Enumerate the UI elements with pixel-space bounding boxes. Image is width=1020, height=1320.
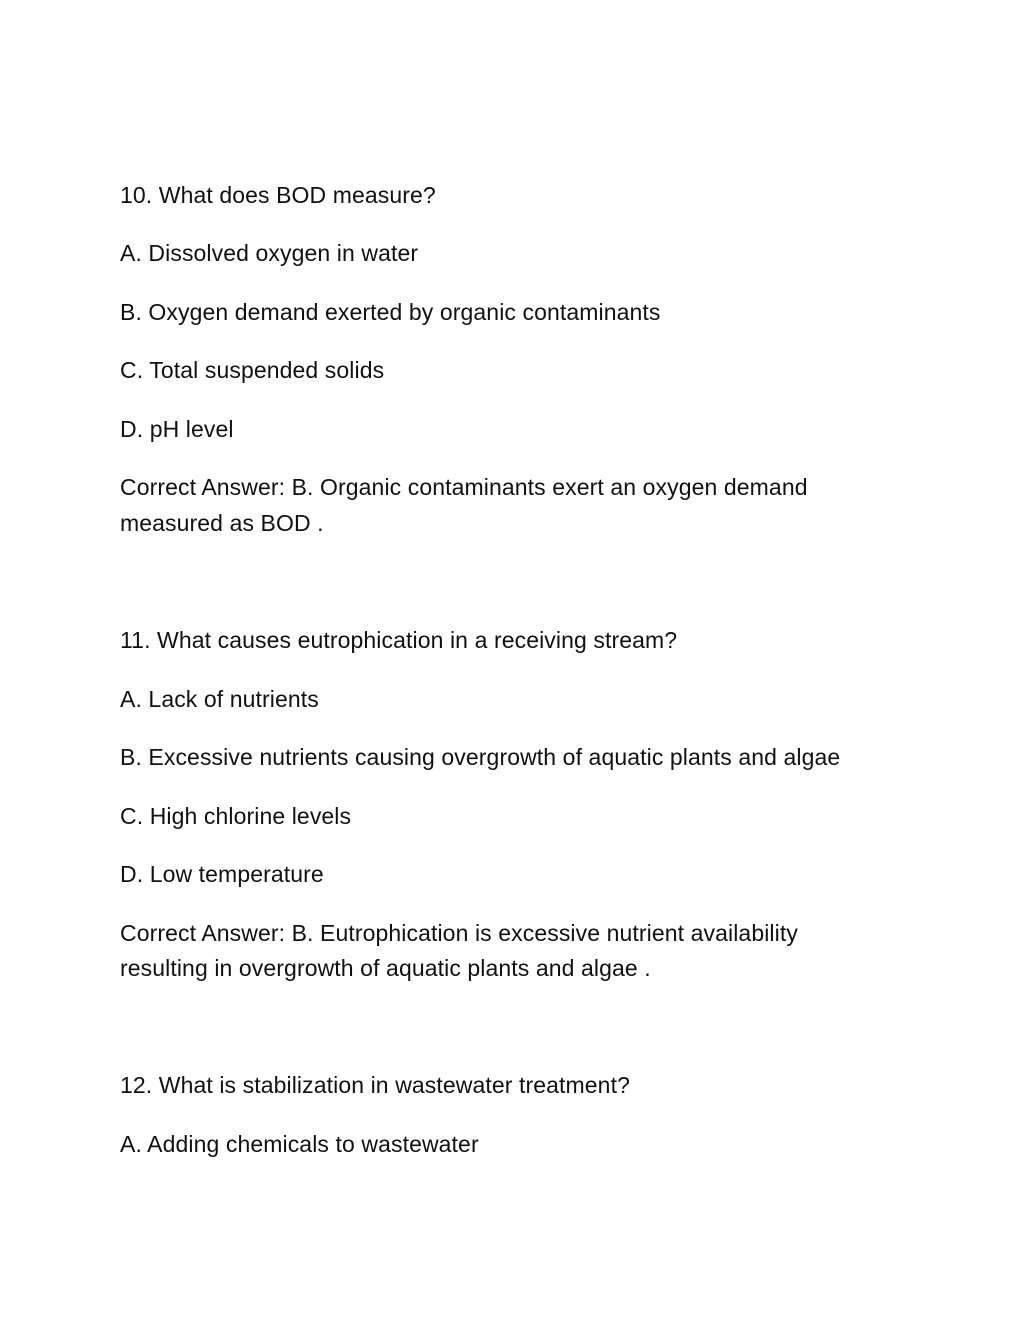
correct-answer-line-1: Correct Answer: B. Organic contaminants exert an oxygen demand: [120, 474, 808, 500]
option-d: D. pH level: [120, 416, 234, 442]
option-a: A. Adding chemicals to wastewater: [120, 1131, 479, 1157]
option-b: B. Excessive nutrients causing overgrowth of aquatic plants and algae: [120, 744, 841, 770]
option-c: C. High chlorine levels: [120, 803, 352, 829]
correct-answer-line-1: Correct Answer: B. Eutrophication is excessive nutrient availability: [120, 920, 798, 946]
question-text: 12. What is stabilization in wastewater treatment?: [120, 1072, 630, 1098]
option-d: D. Low temperature: [120, 861, 324, 887]
option-a: A. Dissolved oxygen in water: [120, 240, 419, 266]
option-b: B. Oxygen demand exerted by organic contaminants: [120, 299, 661, 325]
correct-answer-line-2: resulting in overgrowth of aquatic plants and algae .: [120, 955, 651, 981]
option-c: C. Total suspended solids: [120, 357, 385, 383]
question-text: 10. What does BOD measure?: [120, 182, 436, 208]
option-a: A. Lack of nutrients: [120, 686, 319, 712]
correct-answer-line-2: measured as BOD .: [120, 510, 324, 536]
question-text: 11. What causes eutrophication in a receiving stream?: [120, 627, 678, 653]
